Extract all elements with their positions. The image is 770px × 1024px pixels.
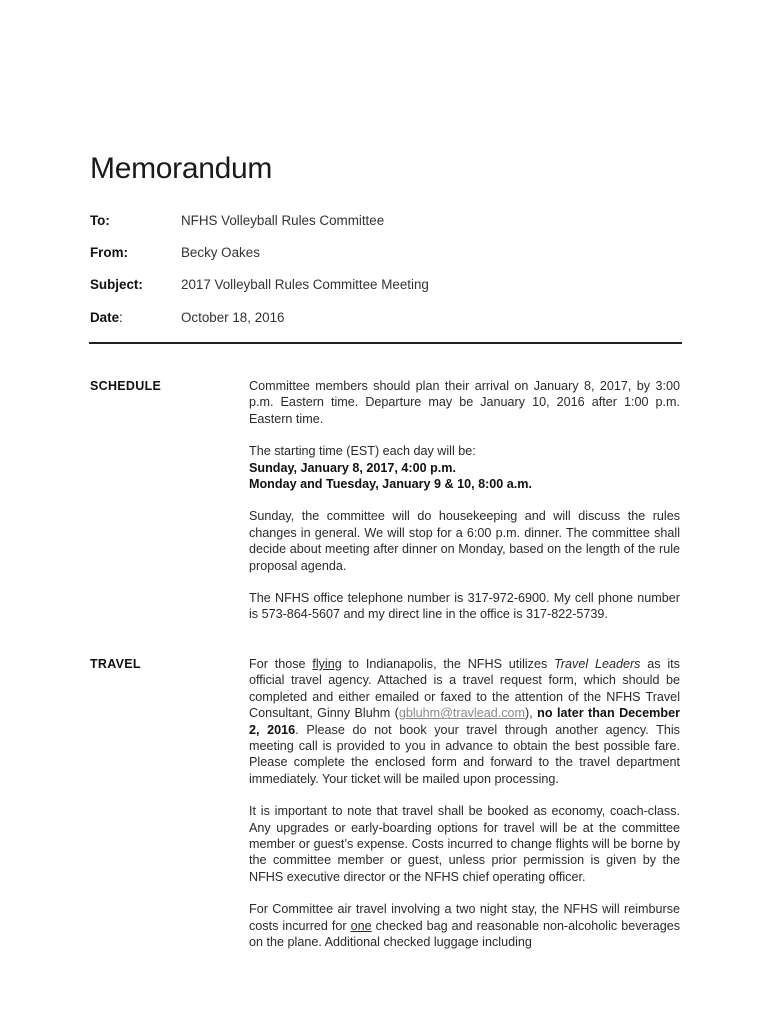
schedule-paragraph: Sunday, the committee will do housekeeping and will discuss the rules changes in general. We will stop for a 6:00 p.m. dinner. The committee shall decide about meeting after dinner on Monday, based on the length of the rule proposal agenda. (249, 509, 680, 573)
start-times-intro: The starting time (EST) each day will be: (249, 444, 476, 459)
email-link[interactable]: gbluhm@travlead.com (398, 706, 526, 721)
travel-paragraph: It is important to note that travel shall be booked as economy, coach-class. Any upgrades or early-boarding options for travel will be at the committee member or guest’s expense. Costs incurred to change flights will be borne by the committee member or guest, unless prior permission is given by the NFHS executive director or the NFHS chief operating officer. (249, 804, 680, 884)
schedule-paragraph: The NFHS office telephone number is 317-972-6900. My cell phone number is 573-864-5607 and my direct line in the office is 317-822-5739. (249, 591, 680, 622)
flying-text: flying (312, 657, 342, 671)
deadline-text: no later than December 2, 2016 (249, 706, 680, 737)
text-run: . Please do not book your travel through another agency. This meeting call is provided to you in advance to obtain the best possible fare. Please complete the enclosed form and forward to the travel department immediately. Your ticket will be mailed upon processing. (249, 722, 680, 786)
travel-paragraph (249, 656, 680, 787)
text-run: For those (249, 657, 313, 671)
schedule-body (249, 378, 680, 639)
one-text: one (350, 918, 372, 933)
page-title: Memorandum (90, 152, 273, 185)
schedule-paragraph: Committee members should plan their arrival on January 8, 2017, by 3:00 p.m. Eastern time. Departure may be January 10, 2016 after 1:00 p.m. Eastern time. (249, 379, 680, 426)
travel-paragraph (249, 901, 680, 950)
to-label: To: (90, 213, 110, 228)
text-run: to Indianapolis, the NFHS utilizes (341, 657, 555, 671)
to-value: NFHS Volleyball Rules Committee (181, 213, 385, 228)
from-label: From: (90, 245, 128, 260)
start-time-sunday: Sunday, January 8, 2017, 4:00 p.m. (249, 460, 456, 475)
from-value: Becky Oakes (181, 245, 260, 260)
text-run: as its official travel agency. Attached is a travel request form, which should be completed and either emailed or faxed to the attention of the NFHS Travel Consultant, Ginny Bluhm ( (249, 657, 680, 721)
schedule-start-times (249, 443, 680, 492)
date-label (90, 310, 180, 325)
date-label-colon: : (119, 310, 123, 325)
text-run: checked bag and reasonable non-alcoholic beverages on the plane. Additional checked luggage including (249, 918, 681, 950)
date-value: October 18, 2016 (181, 310, 285, 325)
travel-heading: TRAVEL (90, 657, 141, 671)
subject-value: 2017 Volleyball Rules Committee Meeting (181, 277, 429, 292)
travel-body (249, 656, 680, 967)
header-divider (89, 342, 682, 344)
start-time-mon-tue: Monday and Tuesday, January 9 & 10, 8:00 a.m. (249, 477, 532, 492)
text-run: For Committee air travel involving a two night stay, the NFHS will reimburse costs incurred for (249, 902, 680, 933)
agency-name: Travel Leaders (554, 657, 641, 671)
subject-label: Subject: (90, 277, 143, 292)
date-label-text: Date (90, 310, 120, 325)
text-run: ), (525, 706, 538, 721)
schedule-heading: SCHEDULE (90, 379, 162, 393)
